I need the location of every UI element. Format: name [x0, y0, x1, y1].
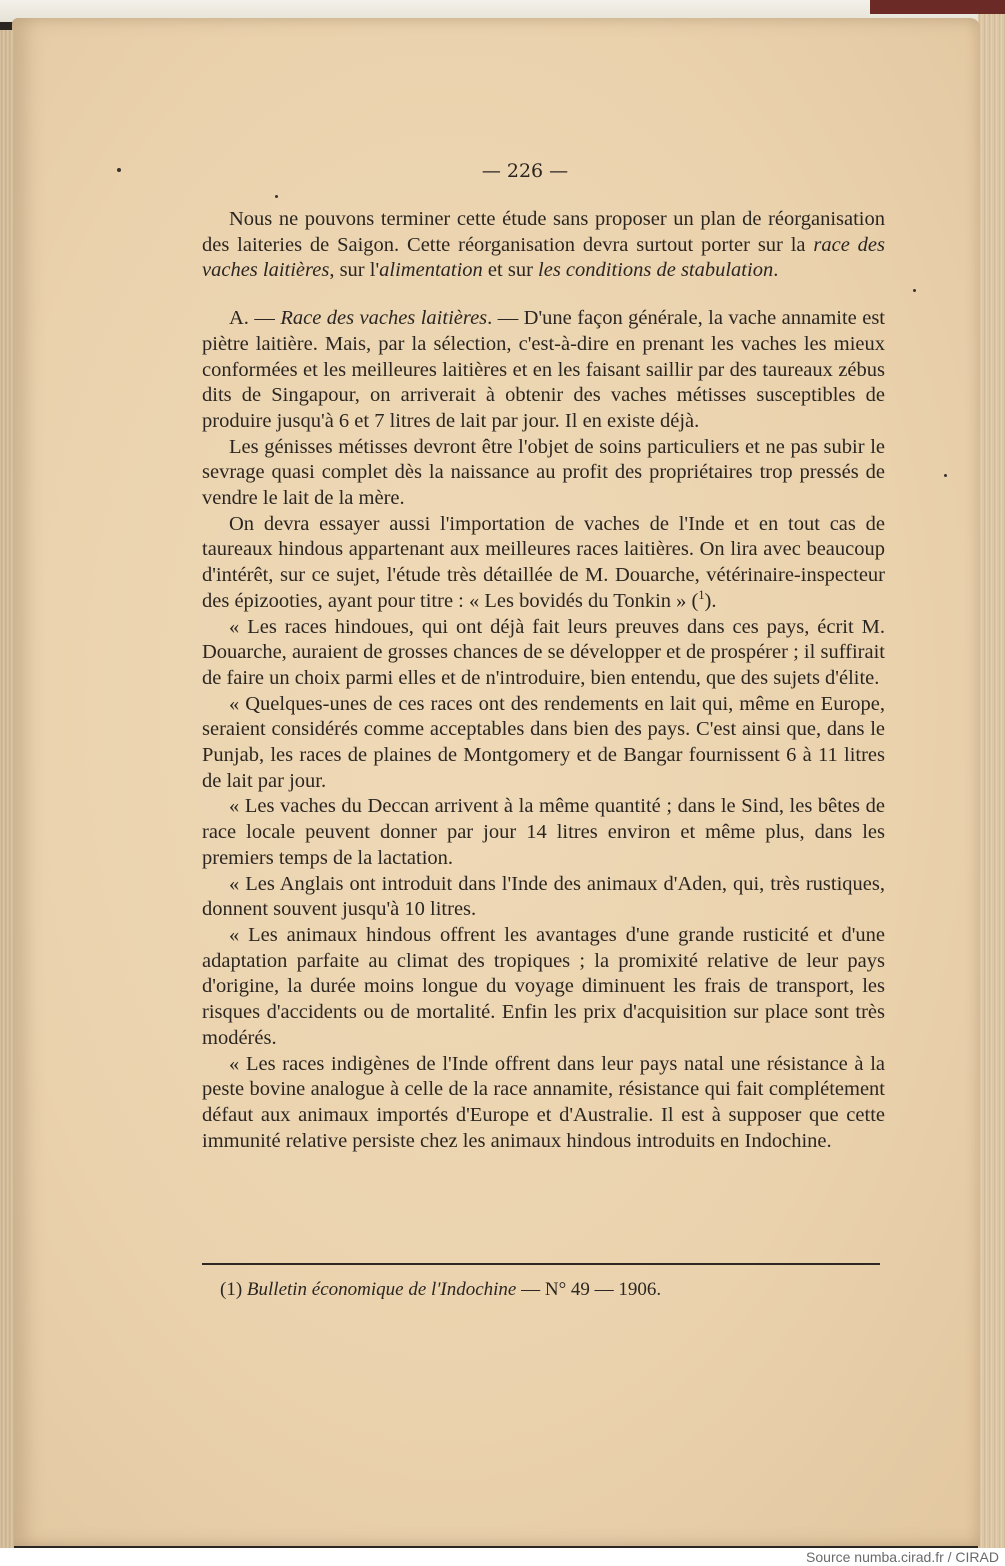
right-page-stack [978, 14, 1005, 1548]
footnote-reference: 1 [698, 588, 705, 603]
footnote-marker: (1) [220, 1279, 243, 1300]
paper-speck [944, 474, 947, 477]
paragraph-importation [202, 512, 885, 615]
page-number: — 226 — [481, 160, 569, 182]
importation-text-end: ). [704, 589, 717, 612]
book-cover-edge [870, 0, 1005, 14]
footnote-reference-text: — N° 49 — 1906. [516, 1279, 662, 1300]
paper-speck [275, 195, 278, 198]
intro-text: , sur l' [329, 259, 380, 282]
paragraph-quote-1: « Les races hindoues, qui ont déjà fait leurs preuves dans ces pays, écrit M. Douarche, auraient de grosses chances de se développer et de prospérer ; il suffirait de faire un choix parmi elles et de n'introduire, bien entendu, que des sujets d'élite. [202, 615, 885, 689]
paragraph-quote-6: « Les races indigènes de l'Inde offrent dans leur pays natal une résistance à la peste bovine analogue à celle de la race annamite, résistance qui fait complétement défaut aux animaux importés d'Europe et d'Australie. Il est à supposer que cette immunité relative persiste chez les animaux hindous introduits en Indochine. [202, 1052, 885, 1152]
paragraph-intro [202, 207, 885, 284]
section-a-lead: A. — [229, 307, 281, 330]
paragraph-quote-2: « Quelques-unes de ces races ont des rendements en lait qui, même en Europe, seraient considérés comme acceptables dans bien des pays. C'est ainsi que, dans le Punjab, les races de plaines de Montgomery et de Bangar fournissent 6 à 11 litres de lait par jour. [202, 692, 885, 792]
intro-text: et sur [482, 259, 539, 282]
importation-text: On devra essayer aussi l'importation de vaches de l'Inde et en tout cas de taureaux hindous appartenant aux meilleures races laitières. On lira avec beaucoup d'intérêt, sur ce sujet, l'étude très détaillée de M. Douarche, vétérinaire-inspecteur des épizooties, ayant pour titre : « Les bovidés du Tonkin » ( [202, 512, 885, 612]
section-a-title: Race des vaches laitières [280, 307, 488, 330]
section-a-body: . — D'une façon générale, la vache annamite est piètre laitière. Mais, par la sélection, c'est-à-dire en prenant les vaches les mieux conformées et les meilleures laitières et en les faisant saillir par des taureaux zébus dits de Singapour, on arriverait à obtenir des vaches métisses susceptibles de produire jusqu'à 6 et 7 litres de lait par jour. Il en existe déjà. [202, 307, 885, 432]
paragraph-quote-3: « Les vaches du Deccan arrivent à la même quantité ; dans le Sind, les bêtes de race locale peuvent donner par jour 14 litres environ et même plus, dans les premiers temps de la lactation. [202, 795, 885, 869]
paragraph-quote-5: « Les animaux hindous offrent les avantages d'une grande rusticité et d'une adaptation parfaite au climat des tropiques ; la promixité relative de leur pays d'origine, la durée moins longue du voyage diminuent les frais de transport, les risques d'accidents ou de mortalité. Enfin les prix d'acquisition sur place sont très modérés. [202, 923, 885, 1049]
body-text [202, 207, 885, 1154]
paragraph-quote-4: « Les Anglais ont introduit dans l'Inde des animaux d'Aden, qui, très rustiques, donnent souvent jusqu'à 10 litres. [202, 872, 885, 921]
intro-text: Nous ne pouvons terminer cette étude sans proposer un plan de réorganisation des laiteries de Saigon. Cette réorganisation devra surtout porter sur la [202, 208, 885, 256]
intro-italic-alimentation: alimentation [379, 259, 483, 282]
footnote [220, 1279, 661, 1301]
footnote-title: Bulletin économique de l'Indochine [246, 1279, 517, 1300]
footnote-divider [202, 1263, 880, 1265]
intro-text: . [773, 259, 779, 282]
intro-italic-stabulation: les conditions de stabulation [538, 259, 774, 282]
paper-speck [913, 289, 916, 292]
paragraph-section-a [202, 306, 885, 435]
paragraph-genisses: Les génisses métisses devront être l'objet de soins particuliers et ne pas subir le sevrage quasi complet dès la naissance au profit des propriétaires trop pressés de vendre le lait de la mère. [202, 435, 885, 510]
left-page-stack [0, 30, 14, 1548]
source-credit: Source numba.cirad.fr / CIRAD [806, 1549, 999, 1565]
intro-italic-race: race des vaches laitières [202, 233, 885, 282]
